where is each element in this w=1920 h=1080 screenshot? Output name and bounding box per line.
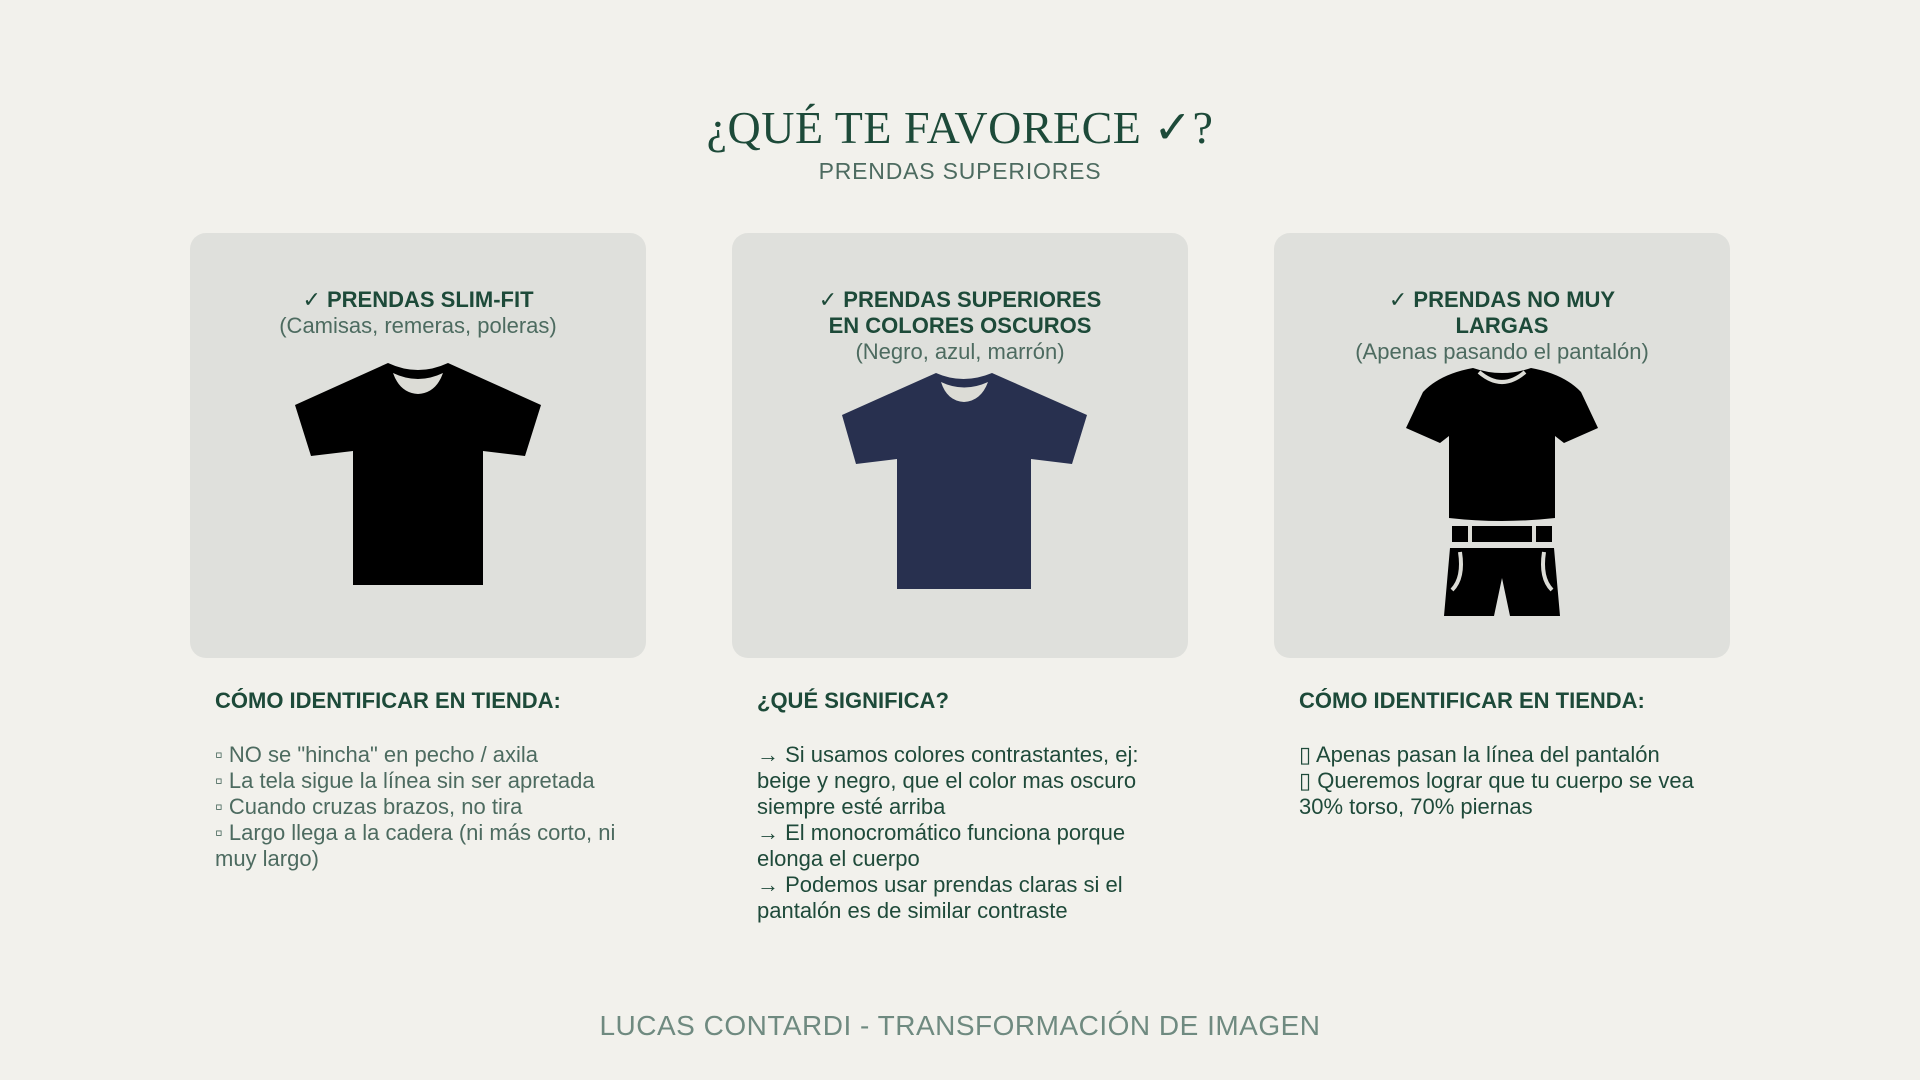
tips-list — [757, 742, 1177, 924]
list-item: ▫ NO se "hincha" en pecho / axila — [215, 742, 539, 767]
card-dark-colors — [732, 233, 1188, 658]
card-title-text: ✓ PRENDAS NO MUY LARGAS — [1388, 287, 1616, 338]
list-item: → Podemos usar prendas claras si el pantalón es de similar contraste — [757, 872, 1123, 923]
page-subtitle: PRENDAS SUPERIORES — [818, 158, 1102, 184]
section-heading: CÓMO IDENTIFICAR EN TIENDA: — [1299, 688, 1645, 713]
tshirt-shape — [295, 363, 541, 585]
tshirt-and-shorts-icon — [1274, 368, 1730, 623]
list-item: ▯ Queremos lograr que tu cuerpo se vea 30% torso, 70% piernas — [1299, 768, 1694, 819]
list-item: ▫ Cuando cruzas brazos, no tira — [215, 794, 523, 819]
tshirt-shape — [1406, 368, 1598, 521]
footer-brand: LUCAS CONTARDI - TRANSFORMACIÓN DE IMAGEN — [599, 1010, 1321, 1041]
card-slim-fit — [190, 233, 646, 658]
list-item: → El monocromático funciona porque elonga el cuerpo — [757, 820, 1126, 871]
column-dark-colors — [732, 233, 1188, 924]
list-item: ▯ Apenas pasan la línea del pantalón — [1299, 742, 1660, 767]
card-title-text: ✓ PRENDAS SUPERIORES EN COLORES OSCUROS — [818, 287, 1102, 338]
tshirt-shape — [842, 373, 1087, 589]
list-item: → Si usamos colores contrastantes, ej: beige y negro, que el color mas oscuro siempre esté arriba — [757, 742, 1139, 819]
card-title — [190, 261, 646, 365]
tshirt-navy-icon — [732, 373, 1188, 603]
list-item: ▫ La tela sigue la línea sin ser apretada — [215, 768, 595, 793]
list-item: ▫ Largo llega a la cadera (ni más corto, ni muy largo) — [215, 820, 616, 871]
tips-list — [1299, 742, 1719, 820]
section-heading: CÓMO IDENTIFICAR EN TIENDA: — [215, 688, 561, 713]
shorts-waistband — [1452, 526, 1552, 542]
tshirt-black-icon — [190, 363, 646, 593]
section-heading: ¿QUÉ SIGNIFICA? — [757, 688, 949, 713]
card-subtitle: (Camisas, remeras, poleras) — [279, 313, 557, 338]
card-subtitle: (Negro, azul, marrón) — [855, 339, 1065, 364]
column-slim-fit — [190, 233, 646, 872]
page-title: ¿QUÉ TE FAVORECE ✓? — [706, 102, 1214, 153]
card-title — [732, 261, 1188, 391]
card-not-long — [1274, 233, 1730, 658]
tips-list — [215, 742, 635, 872]
column-not-long — [1274, 233, 1730, 820]
card-subtitle: (Apenas pasando el pantalón) — [1355, 339, 1649, 364]
card-title-text: ✓ PRENDAS SLIM-FIT — [302, 287, 534, 312]
